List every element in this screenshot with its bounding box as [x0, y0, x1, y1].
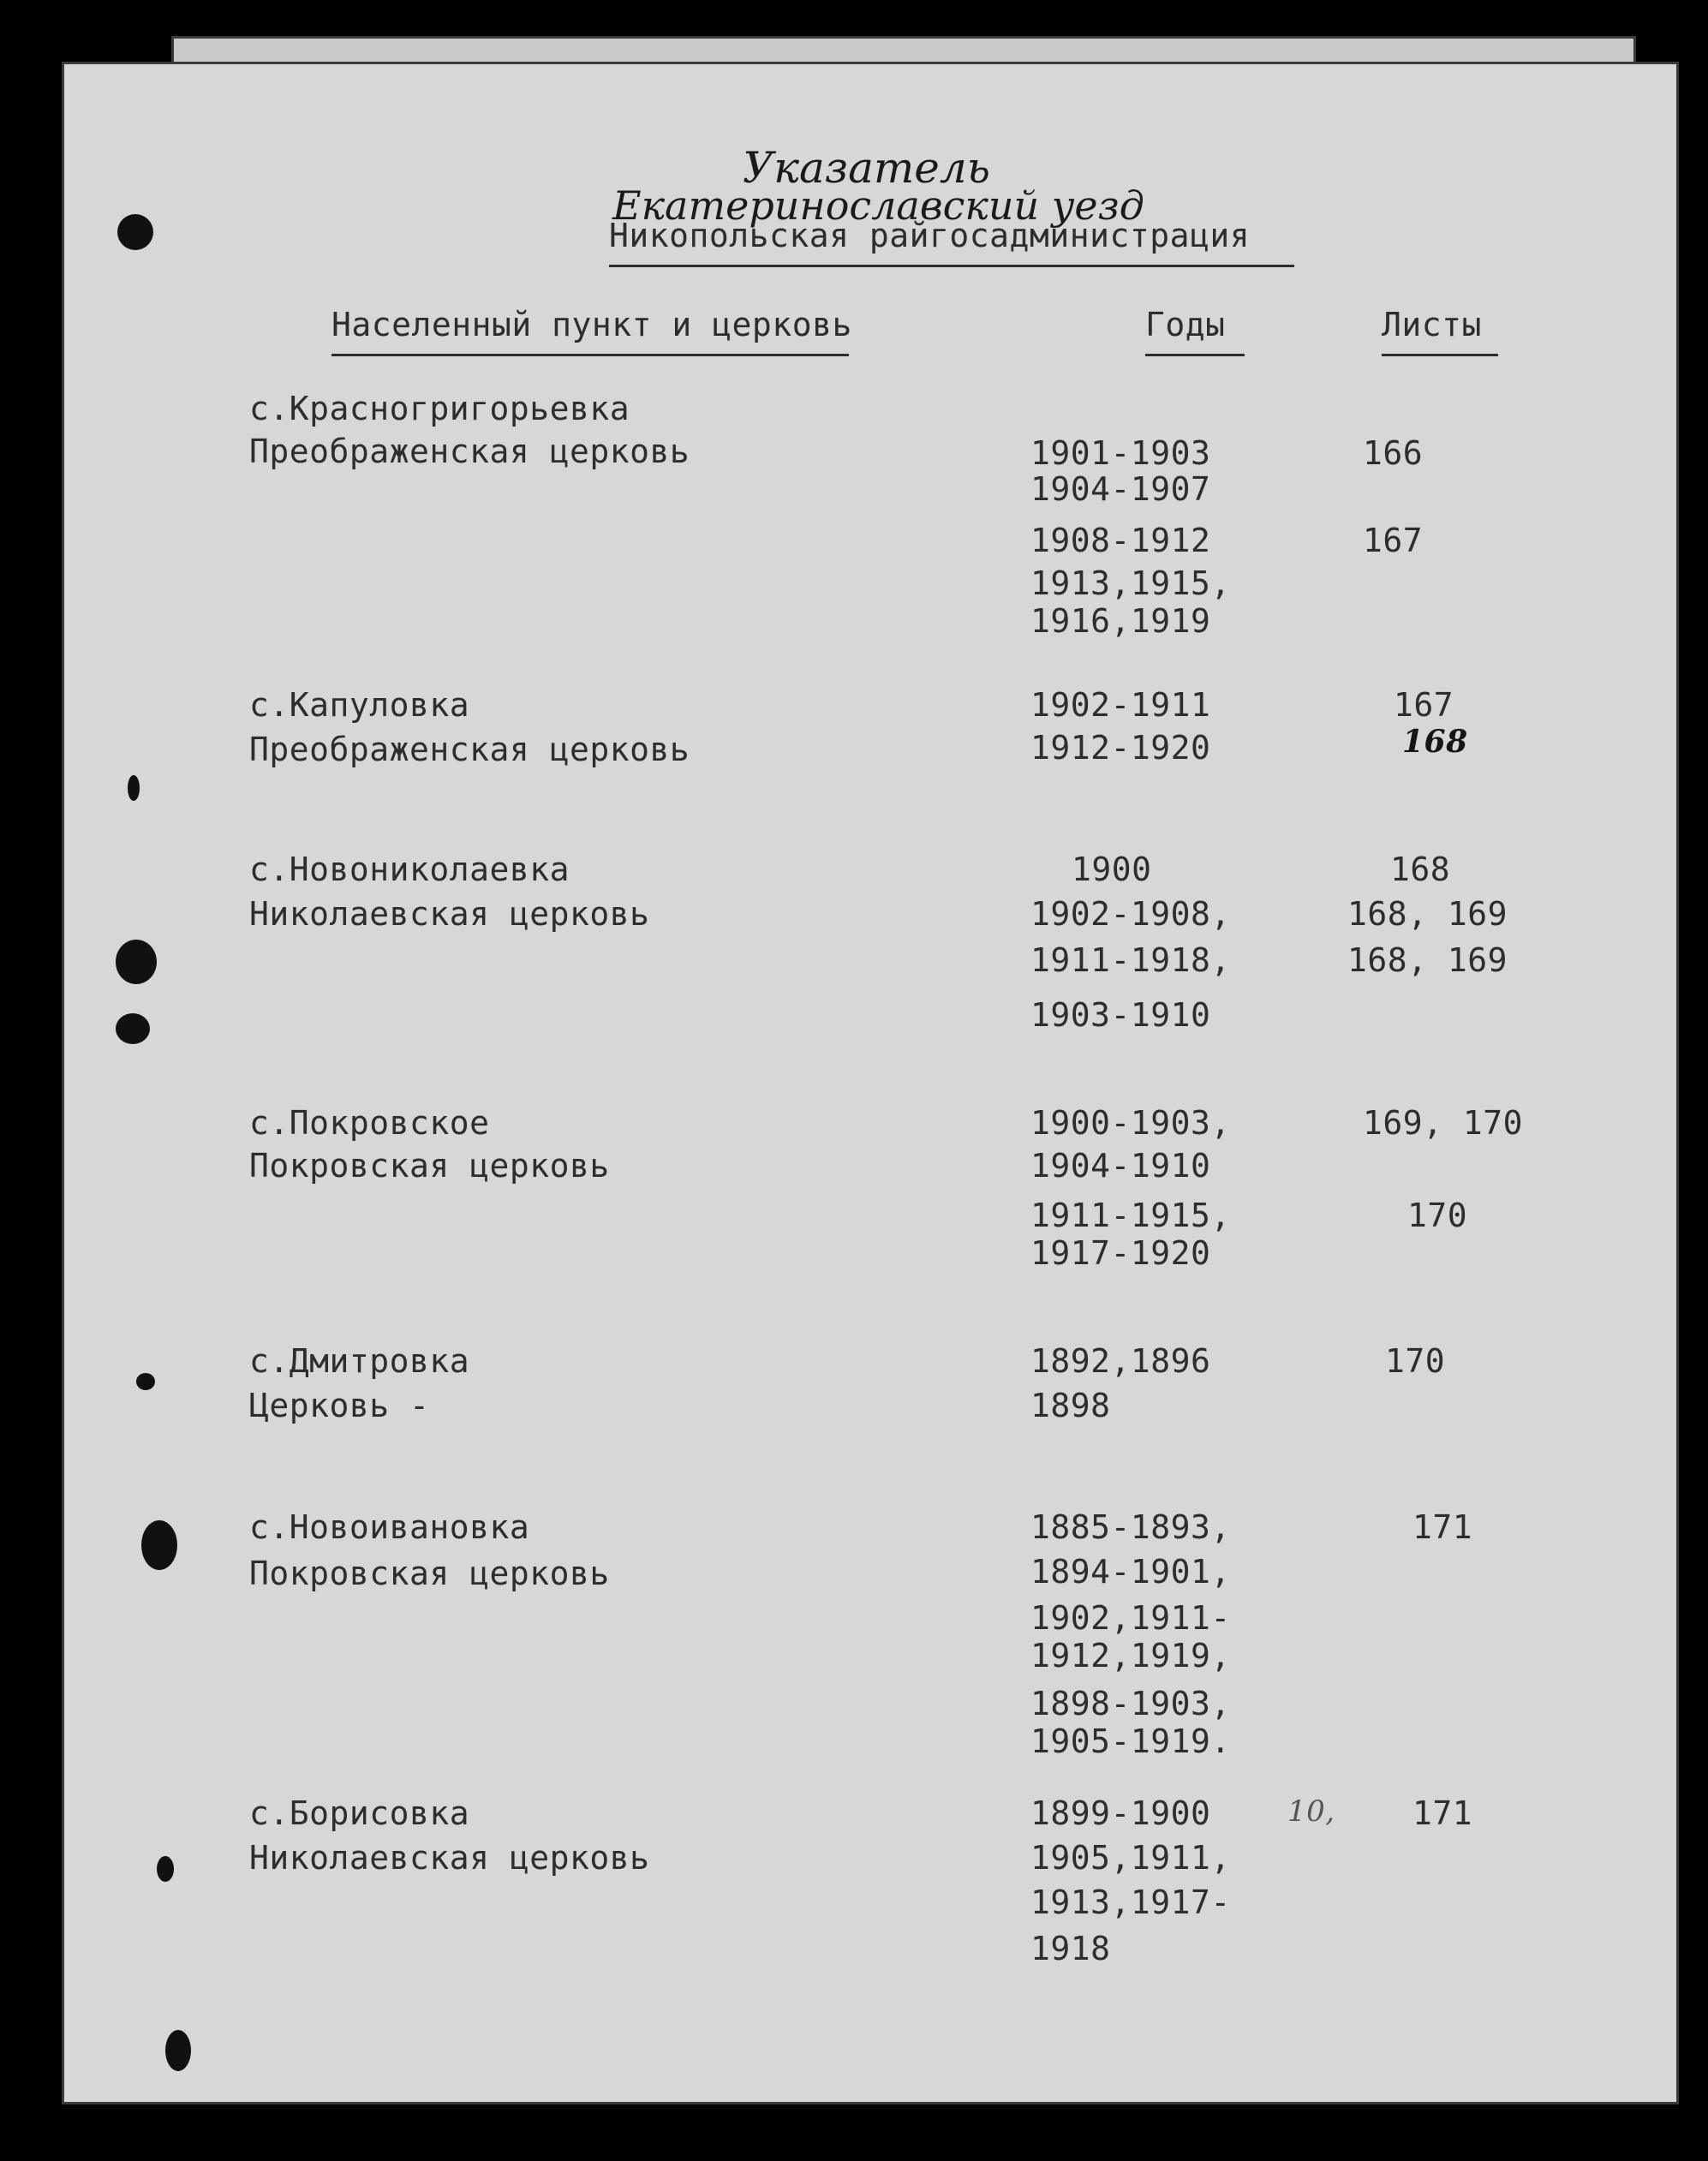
sheet-number: 168	[1390, 851, 1451, 888]
years-entry: 1903-1910	[1030, 996, 1211, 1034]
years-entry: 1917-1920	[1030, 1234, 1211, 1272]
sheet-number: 166	[1363, 434, 1424, 472]
years-entry: 1913,1917-	[1030, 1883, 1231, 1921]
church-name: Преображенская церковь	[249, 433, 690, 470]
years-entry: 1912,1919,	[1030, 1637, 1231, 1674]
church-name: Церковь -	[249, 1387, 430, 1424]
sheet-number: 168, 169	[1347, 895, 1508, 933]
header-typed: Никопольская райгосадминистрация	[609, 217, 1251, 254]
sheet-number: 169, 170	[1363, 1104, 1524, 1142]
years-entry: 1905,1911,	[1030, 1839, 1231, 1877]
sheet-number: 170	[1385, 1342, 1446, 1380]
punch-hole	[116, 1013, 150, 1044]
years-entry: 1900-1903,	[1030, 1104, 1231, 1142]
years-entry: 1902-1908,	[1030, 895, 1231, 933]
years-entry: 1912-1920	[1030, 729, 1211, 767]
place-name: с.Борисовка	[249, 1794, 470, 1832]
place-name: с.Дмитровка	[249, 1342, 470, 1380]
punch-hole	[165, 2030, 191, 2071]
sheet-number: 167	[1394, 686, 1454, 724]
years-entry: 1913,1915,	[1030, 564, 1231, 602]
years-entry: 1900	[1072, 851, 1152, 888]
years-entry: 1892,1896	[1030, 1342, 1211, 1380]
years-entry: 1904-1907	[1030, 470, 1211, 508]
years-entry: 1916,1919	[1030, 602, 1211, 640]
years-entry: 1902-1911	[1030, 686, 1211, 724]
column-underline-sheets	[1382, 354, 1498, 356]
document-page	[62, 62, 1679, 2104]
years-entry: 1905-1919.	[1030, 1722, 1231, 1760]
years-entry: 1902,1911-	[1030, 1599, 1231, 1637]
place-name: с.Новониколаевка	[249, 851, 570, 888]
years-entry: 1918	[1030, 1930, 1111, 1967]
punch-hole	[136, 1373, 155, 1390]
place-name: с.Покровское	[249, 1104, 490, 1142]
place-name: с.Новоивановка	[249, 1508, 530, 1546]
sheet-number: 168, 169	[1347, 941, 1508, 979]
sheet-number: 167	[1363, 522, 1424, 559]
column-header-place: Населенный пункт и церковь	[331, 306, 852, 343]
handwritten-title: Указатель	[743, 143, 990, 193]
column-underline-place	[331, 354, 849, 356]
column-underline-years	[1145, 354, 1245, 356]
years-entry: 1911-1915,	[1030, 1197, 1231, 1234]
punch-hole	[116, 940, 157, 984]
punch-hole	[157, 1856, 174, 1882]
years-entry: 1894-1901,	[1030, 1553, 1231, 1591]
church-name: Преображенская церковь	[249, 731, 690, 768]
column-header-sheets: Листы	[1382, 306, 1482, 343]
punch-hole	[117, 214, 153, 250]
handwritten-sheet-number: 168	[1402, 724, 1468, 760]
church-name: Покровская церковь	[249, 1555, 610, 1592]
church-name: Николаевская церковь	[249, 1839, 650, 1877]
sheet-number: 170	[1407, 1197, 1468, 1234]
sheet-number: 171	[1412, 1794, 1473, 1832]
punch-hole	[128, 775, 140, 801]
years-entry: 1899-1900	[1030, 1794, 1211, 1832]
church-name: Николаевская церковь	[249, 895, 650, 933]
handwritten-subtitle: Екатеринославский уезд	[612, 182, 1144, 229]
sheet-number: 171	[1412, 1508, 1473, 1546]
years-entry: 1901-1903	[1030, 434, 1211, 472]
header-underline	[609, 265, 1294, 267]
years-entry: 1908-1912	[1030, 522, 1211, 559]
years-entry: 1885-1893,	[1030, 1508, 1231, 1546]
years-entry: 1904-1910	[1030, 1147, 1211, 1185]
years-entry: 1898-1903,	[1030, 1685, 1231, 1722]
years-entry: 1898	[1030, 1387, 1111, 1424]
church-name: Покровская церковь	[249, 1147, 610, 1185]
place-name: с.Красногригорьевка	[249, 390, 630, 427]
place-name: с.Капуловка	[249, 686, 470, 724]
handwritten-margin-note: 10,	[1287, 1794, 1335, 1829]
years-entry: 1911-1918,	[1030, 941, 1231, 979]
punch-hole	[141, 1520, 177, 1570]
column-header-years: Годы	[1145, 306, 1226, 343]
